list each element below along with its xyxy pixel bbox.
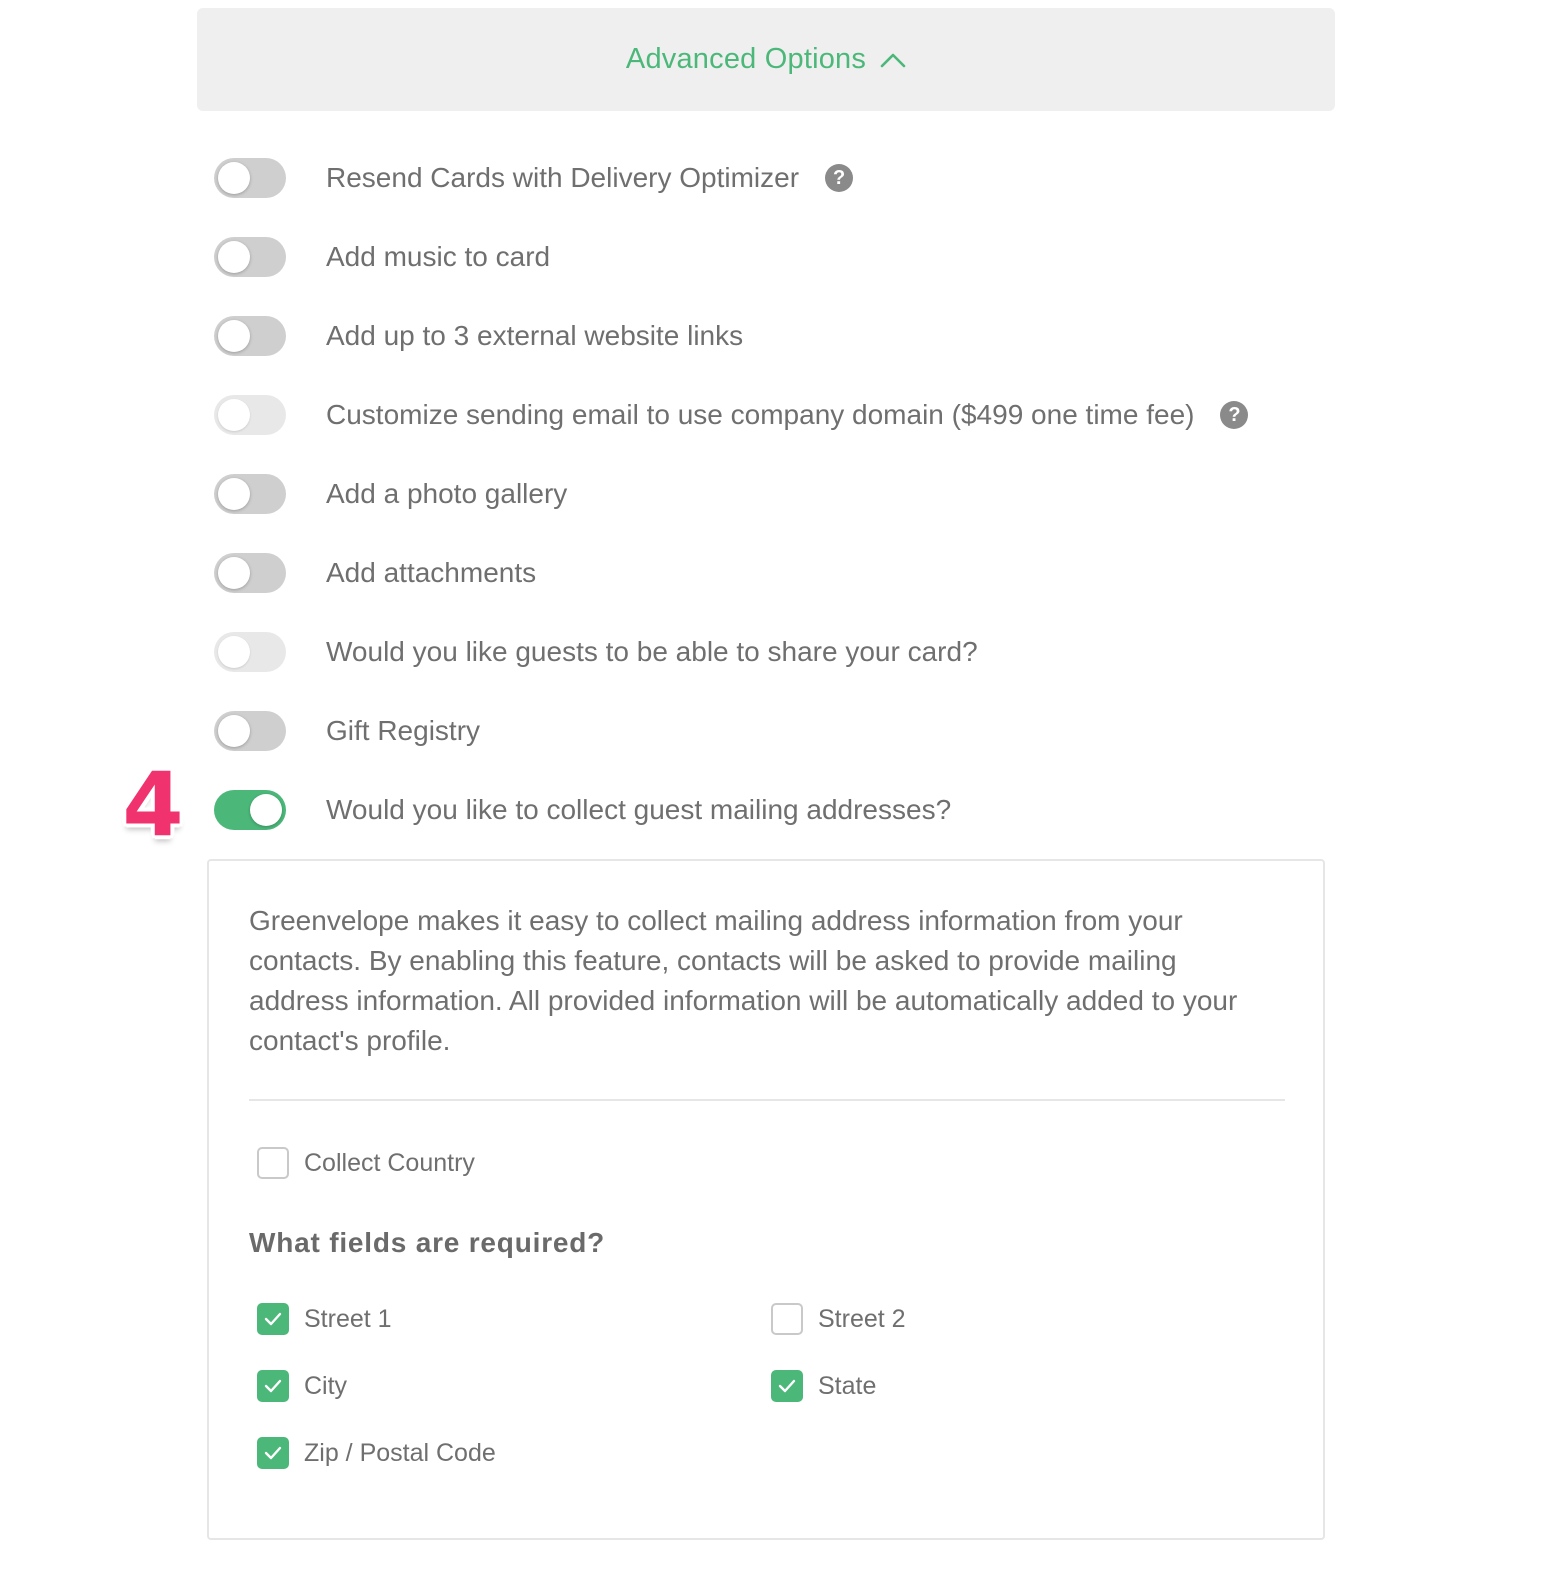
toggle-switch[interactable] xyxy=(214,553,286,593)
checkbox-label: State xyxy=(818,1371,877,1400)
checkbox-label: Street 1 xyxy=(304,1304,392,1333)
checkbox-label: City xyxy=(304,1371,348,1400)
option-label: Add up to 3 external website links xyxy=(326,320,744,351)
toggle-knob xyxy=(218,241,250,273)
checkbox-label: Street 2 xyxy=(818,1304,906,1333)
checkmark-icon xyxy=(264,1379,282,1393)
help-icon[interactable]: ? xyxy=(825,164,853,192)
option-company-domain xyxy=(214,393,1248,437)
option-label: Customize sending email to use company domain ($499 one time fee) xyxy=(326,399,1195,430)
toggle-switch[interactable] xyxy=(214,632,286,672)
option-label: Would you like guests to be able to share your card? xyxy=(326,636,978,667)
field-city xyxy=(257,1368,347,1404)
city-checkbox[interactable] xyxy=(257,1370,289,1402)
toggle-knob xyxy=(218,557,250,589)
divider xyxy=(249,1099,1285,1101)
toggle-knob xyxy=(218,162,250,194)
toggle-switch[interactable] xyxy=(214,474,286,514)
field-zip xyxy=(257,1435,496,1471)
option-label: Would you like to collect guest mailing addresses? xyxy=(326,794,952,825)
option-resend-cards xyxy=(214,156,853,200)
option-label: Add attachments xyxy=(326,557,537,588)
advanced-options-label: Advanced Options xyxy=(625,43,867,75)
option-label: Resend Cards with Delivery Optimizer xyxy=(326,162,800,193)
collect-country-option xyxy=(257,1145,475,1181)
step-number-badge: 4 xyxy=(122,752,184,856)
mailing-description: Greenvelope makes it easy to collect mailing address information from your contacts. By enabling this feature, contacts will be asked to provide mailing address information. All provided information will be automatically added to your contact's profile. xyxy=(249,905,1238,1056)
toggle-switch[interactable] xyxy=(214,237,286,277)
toggle-knob xyxy=(218,399,250,431)
field-street2 xyxy=(771,1301,906,1337)
field-state xyxy=(771,1368,876,1404)
option-photo-gallery xyxy=(214,472,567,516)
state-checkbox[interactable] xyxy=(771,1370,803,1402)
street2-checkbox[interactable] xyxy=(771,1303,803,1335)
help-icon[interactable]: ? xyxy=(1220,401,1248,429)
collect-country-checkbox[interactable] xyxy=(257,1147,289,1179)
checkmark-icon xyxy=(264,1446,282,1460)
toggle-switch[interactable] xyxy=(214,790,286,830)
street1-checkbox[interactable] xyxy=(257,1303,289,1335)
checkbox-label: Zip / Postal Code xyxy=(304,1438,496,1467)
option-guest-share xyxy=(214,630,978,674)
toggle-knob xyxy=(218,636,250,668)
zip-checkbox[interactable] xyxy=(257,1437,289,1469)
toggle-switch[interactable] xyxy=(214,316,286,356)
required-fields-title: What fields are required? xyxy=(249,1227,606,1258)
toggle-knob xyxy=(218,715,250,747)
toggle-knob xyxy=(218,320,250,352)
checkmark-icon xyxy=(778,1379,796,1393)
field-street1 xyxy=(257,1301,392,1337)
chevron-up-icon xyxy=(880,52,906,68)
option-add-music xyxy=(214,235,550,279)
option-label: Add music to card xyxy=(326,241,551,272)
toggle-switch[interactable] xyxy=(214,158,286,198)
toggle-knob xyxy=(250,794,282,826)
checkmark-icon xyxy=(264,1312,282,1326)
toggle-switch[interactable] xyxy=(214,395,286,435)
option-website-links xyxy=(214,314,743,358)
advanced-options-toggle[interactable] xyxy=(197,8,1335,111)
toggle-knob xyxy=(218,478,250,510)
checkbox-label: Collect Country xyxy=(304,1148,475,1177)
toggle-switch[interactable] xyxy=(214,711,286,751)
option-label: Add a photo gallery xyxy=(326,478,568,509)
option-gift-registry xyxy=(214,709,480,753)
mailing-address-panel xyxy=(207,859,1325,1540)
option-label: Gift Registry xyxy=(326,715,481,746)
option-collect-addresses xyxy=(214,788,951,832)
option-attachments xyxy=(214,551,536,595)
